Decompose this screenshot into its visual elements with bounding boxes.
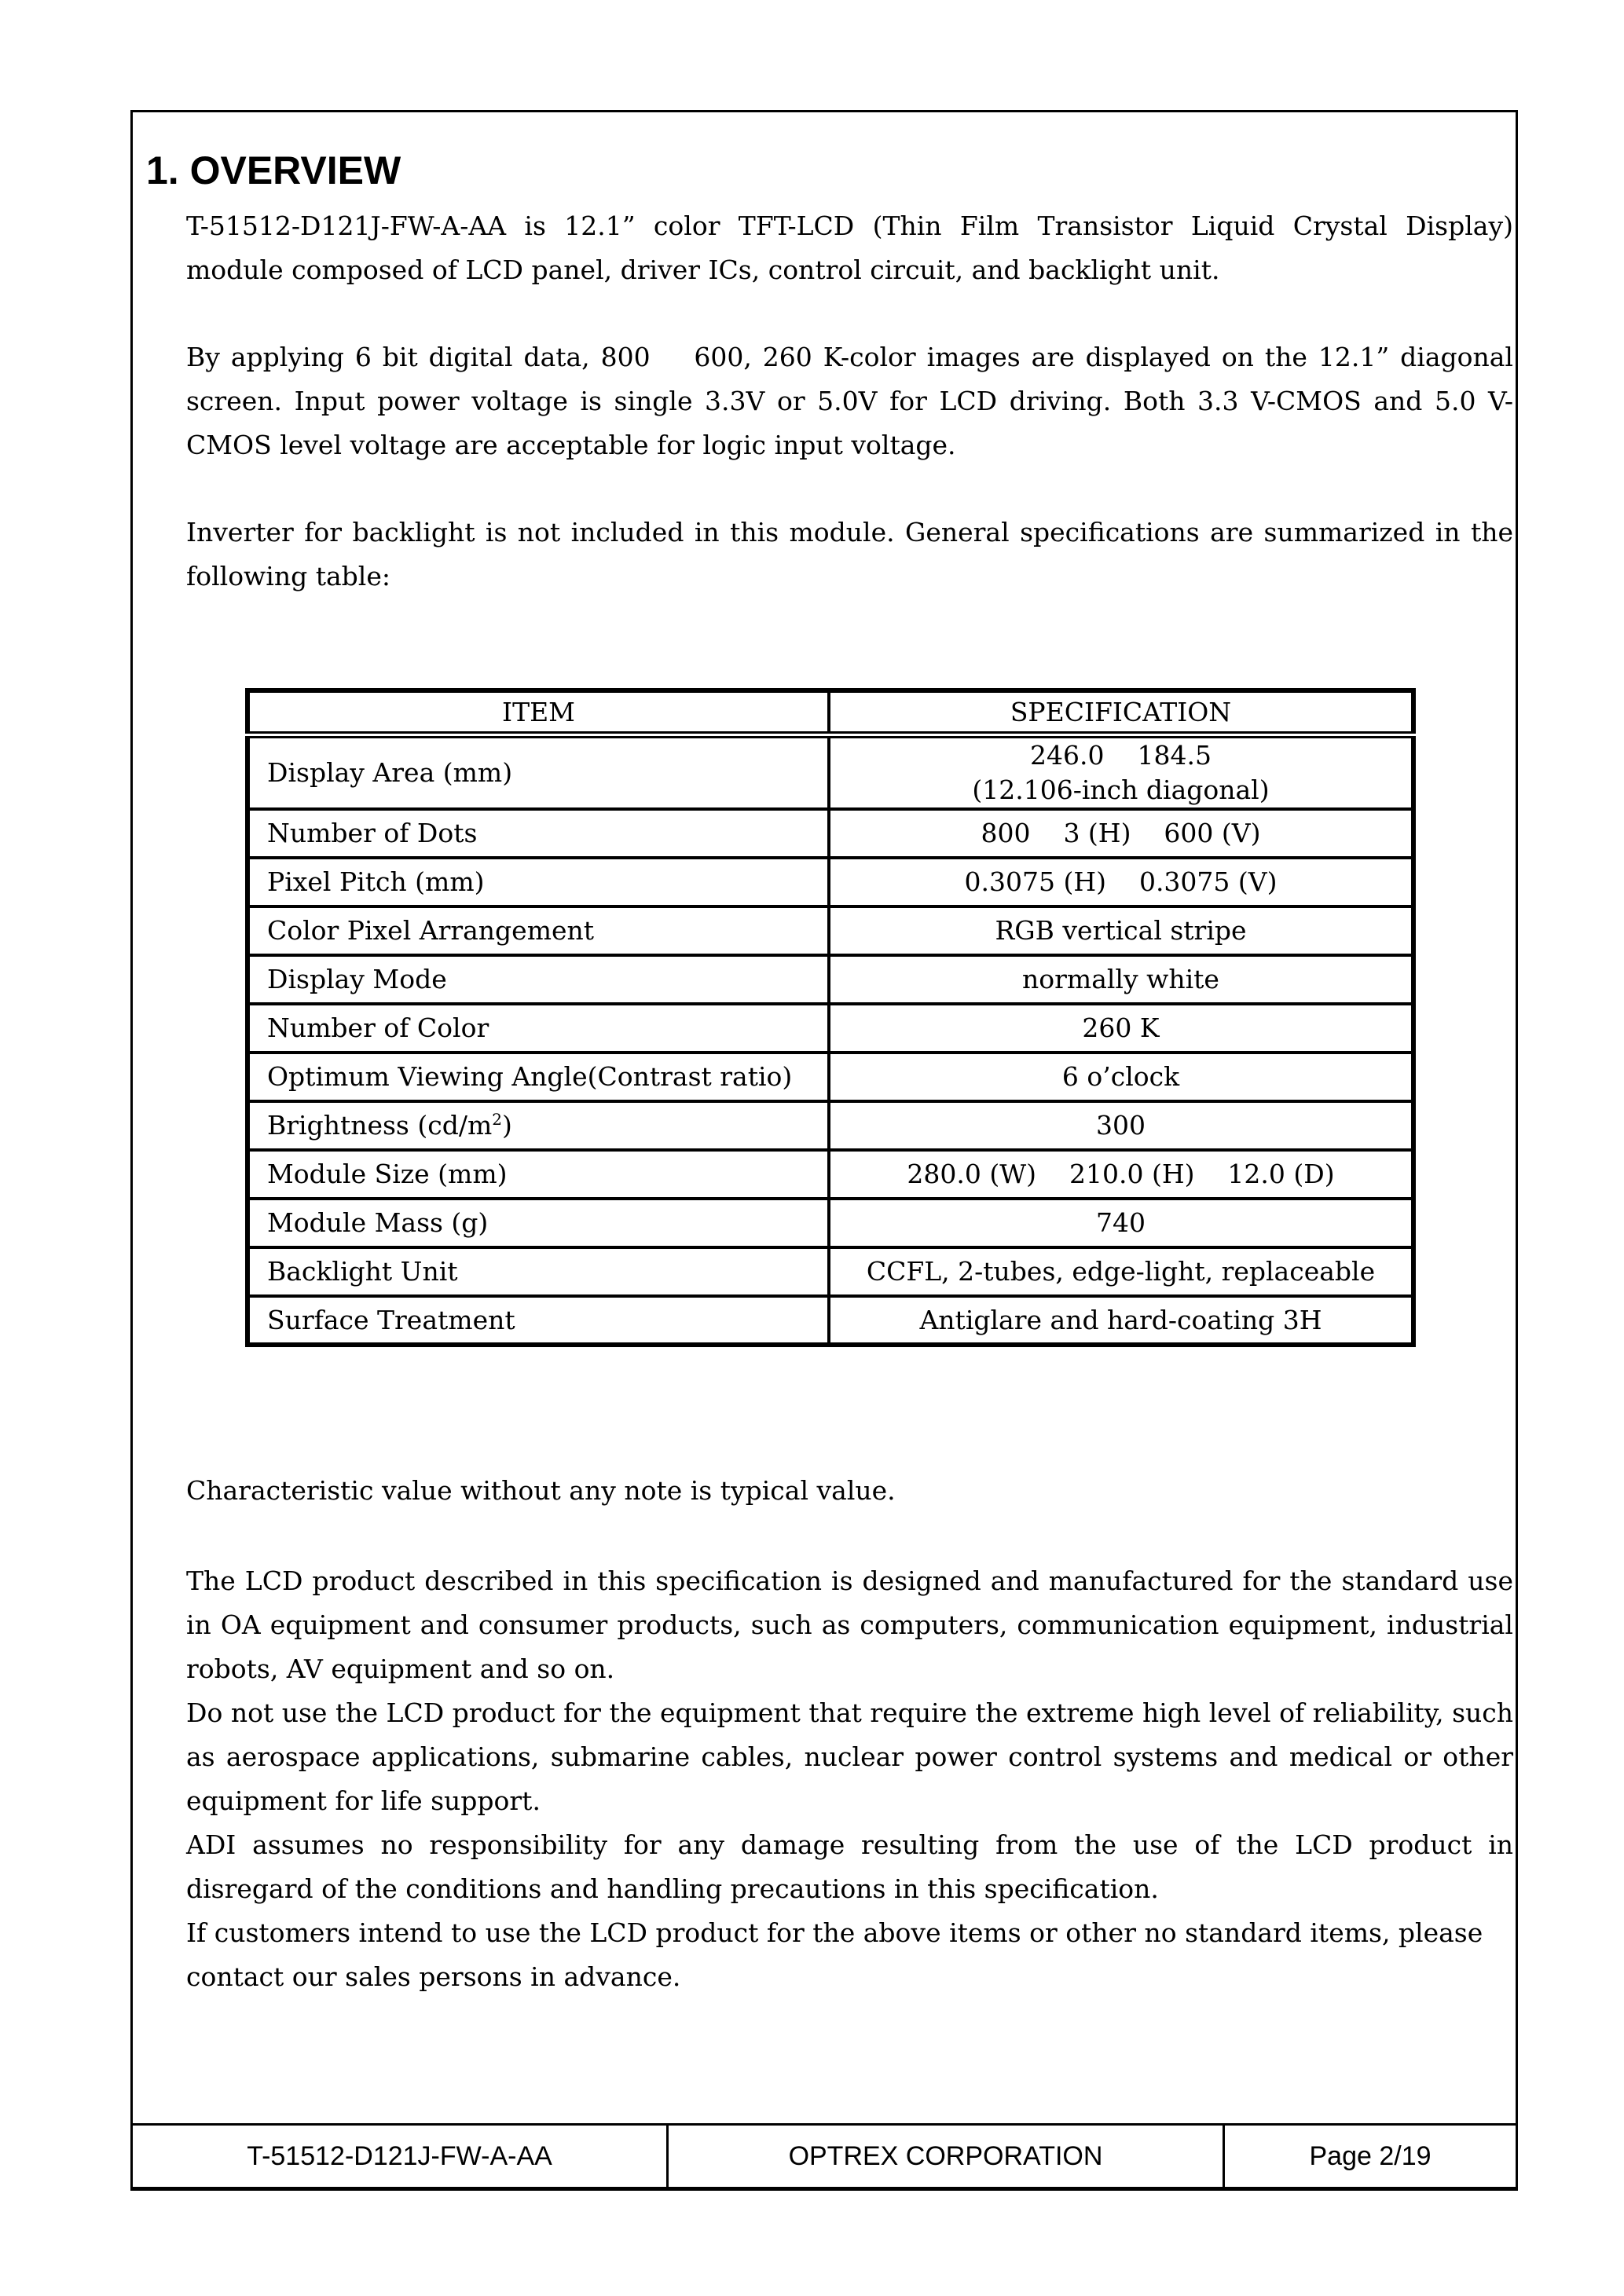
row-spec: RGB vertical stripe	[829, 906, 1413, 955]
row-item: Backlight Unit	[247, 1247, 829, 1296]
row-item: Color Pixel Arrangement	[247, 906, 829, 955]
row-item: Number of Color	[247, 1004, 829, 1053]
footer-page-number: Page 2/19	[1309, 2140, 1432, 2171]
table-row	[247, 906, 1413, 955]
spec-table	[245, 688, 1416, 1347]
footer-model: T-51512-D121J-FW-A-AA	[133, 2126, 669, 2187]
page-footer	[130, 2123, 1518, 2191]
table-row	[247, 955, 1413, 1004]
disclaimer	[186, 1559, 1513, 1999]
row-item: Surface Treatment	[247, 1296, 829, 1345]
row-spec: 280.0 (W) 210.0 (H) 12.0 (D)	[829, 1150, 1413, 1199]
header-specification: SPECIFICATION	[829, 690, 1413, 734]
header-item: ITEM	[247, 690, 829, 734]
table-row	[247, 1053, 1413, 1101]
disclaimer-line: The LCD product described in this specification is designed and manufactured for the standard use in OA equipment and consumer products, such as computers, communication equipment, industrial robots, AV equipment and so on.	[186, 1565, 1513, 1684]
row-spec: 800 3 (H) 600 (V)	[829, 809, 1413, 858]
row-item	[247, 1101, 829, 1150]
row-item: Optimum Viewing Angle(Contrast ratio)	[247, 1053, 829, 1101]
data-paragraph: By applying 6 bit digital data, 800 600, 260 K-color images are displayed on the 12.1” diagonal screen. Input power voltage is single 3.3V or 5.0V for LCD driving. Both 3.3 V-CMOS and 5.0 V-CMOS level voltage are acceptable for logic input voltage.	[186, 342, 1522, 460]
row-spec: 0.3075 (H) 0.3075 (V)	[829, 858, 1413, 906]
row-spec: 6 o’clock	[829, 1053, 1413, 1101]
disclaimer-line: Do not use the LCD product for the equipment that require the extreme high level of reliability, such as aerospace applications, submarine cables, nuclear power control systems and medical or other equipment for life support.	[186, 1697, 1513, 1816]
row-spec: 740	[829, 1199, 1413, 1247]
row-item: Display Area (mm)	[247, 734, 829, 809]
table-row	[247, 1247, 1413, 1296]
row-spec	[829, 734, 1413, 809]
row-spec: normally white	[829, 955, 1413, 1004]
table-row	[247, 1004, 1413, 1053]
table-row	[247, 1199, 1413, 1247]
table-row	[247, 858, 1413, 906]
row-spec: 260 K	[829, 1004, 1413, 1053]
row-item: Module Mass (g)	[247, 1199, 829, 1247]
item-suffix: )	[502, 1110, 512, 1141]
typical-value-note: Characteristic value without any note is typical value.	[186, 1475, 896, 1506]
footer-company: OPTREX CORPORATION	[669, 2126, 1225, 2187]
inverter-paragraph: Inverter for backlight is not included in this module. General specifications are summarized in the following table:	[186, 517, 1513, 591]
table-row	[247, 1150, 1413, 1199]
row-spec: Antiglare and hard-coating 3H	[829, 1296, 1413, 1345]
row-item: Pixel Pitch (mm)	[247, 858, 829, 906]
intro-paragraph: T-51512-D121J-FW-A-AA is 12.1” color TFT-LCD (Thin Film Transistor Liquid Crystal Display) module composed of LCD panel, driver ICs, control circuit, and backlight unit.	[186, 211, 1522, 285]
row-spec: CCFL, 2-tubes, edge-light, replaceable	[829, 1247, 1413, 1296]
item-text: Brightness (cd/m	[267, 1110, 493, 1141]
superscript: 2	[492, 1110, 502, 1129]
disclaimer-line: If customers intend to use the LCD product for the above items or other no standard items, please contact our sales persons in advance.	[186, 1917, 1483, 1992]
row-spec: 300	[829, 1101, 1413, 1150]
row-item: Module Size (mm)	[247, 1150, 829, 1199]
table-header-row	[247, 690, 1413, 734]
spec-line-1: 246.0 184.5	[1030, 739, 1212, 771]
table-row	[247, 809, 1413, 858]
disclaimer-line: ADI assumes no responsibility for any damage resulting from the use of the LCD product in disregard of the conditions and handling precautions in this specification.	[186, 1829, 1513, 1904]
spec-line-2: (12.106-inch diagonal)	[972, 774, 1270, 805]
table-row	[247, 1296, 1413, 1345]
row-item: Number of Dots	[247, 809, 829, 858]
section-heading: 1. OVERVIEW	[146, 148, 401, 192]
table-row	[247, 734, 1413, 809]
table-row	[247, 1101, 1413, 1150]
row-item: Display Mode	[247, 955, 829, 1004]
